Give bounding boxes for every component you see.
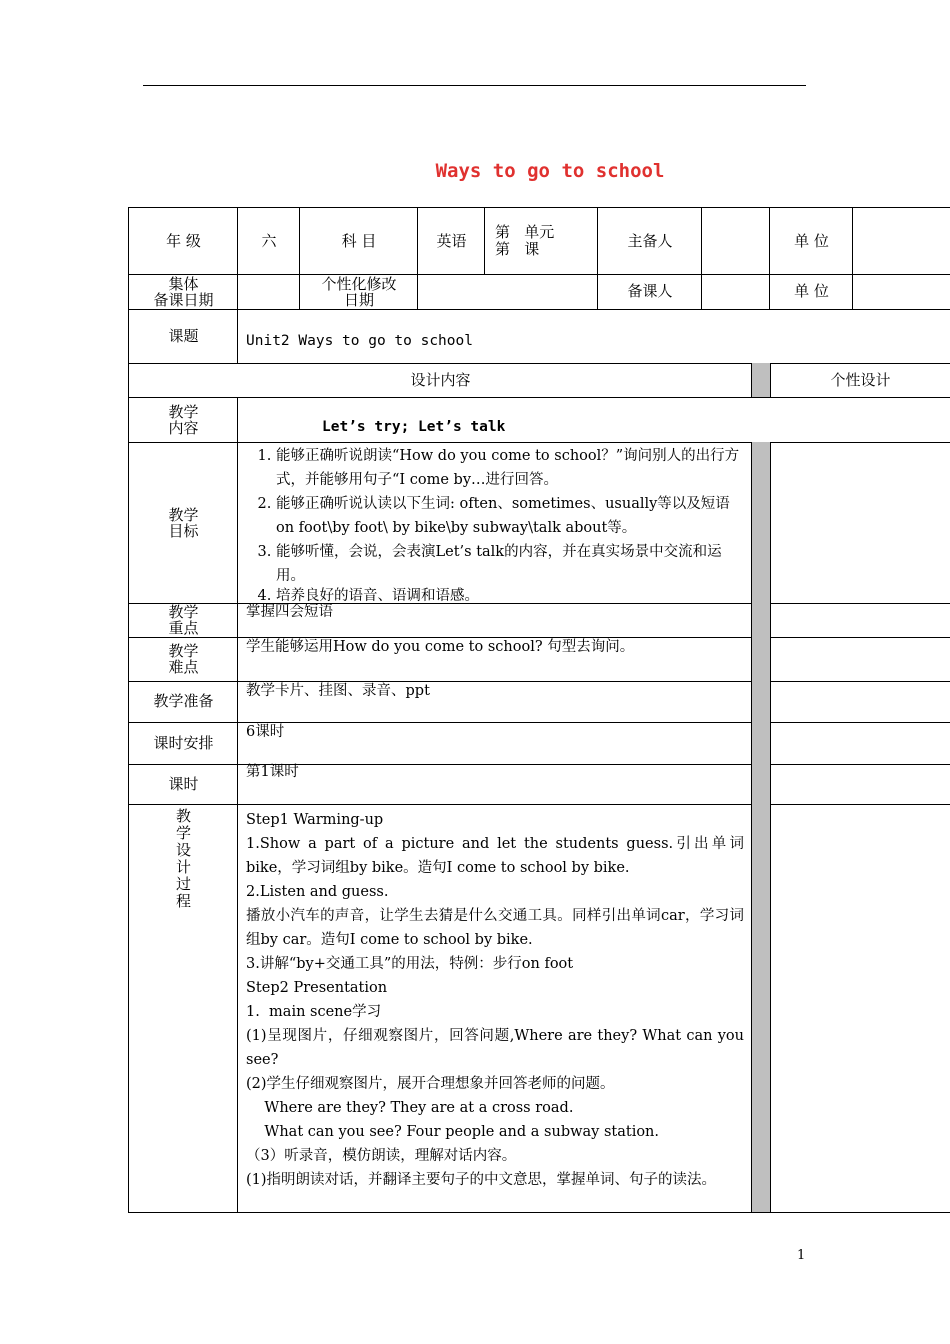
unit-value (852, 207, 950, 275)
collective-date-value (237, 274, 300, 310)
personal-design-cell (770, 637, 950, 682)
objectives-list (246, 444, 746, 604)
personal-design-cell (770, 764, 950, 805)
process-label: 教 学 设 计 过 程 (128, 804, 238, 1213)
topic-label: 课题 (128, 309, 238, 364)
schedule-value: 6课时 (237, 722, 752, 765)
grade-value: 六 (237, 207, 300, 275)
process-line: What can you see? Four people and a subway station. (246, 1124, 660, 1140)
objective-item: 1. 能够正确听说朗读“How do you come to school？”询问别人的出行方式，并能够用句子“I come by…进行回答。 (276, 444, 746, 492)
objectives-content (237, 442, 752, 604)
divider-column (751, 603, 771, 638)
document-title: Ways to go to school (435, 160, 665, 182)
process-line: (1)指明朗读对话，并翻译主要句子的中文意思，掌握单词、句子的读法。 (246, 1172, 717, 1188)
grade-label: 年 级 (128, 207, 238, 275)
divider-column (751, 804, 771, 1213)
collective-date-label: 集体 备课日期 (128, 274, 238, 310)
objective-item: 2. 能够正确听说认读以下生词: often、sometimes、usually等以及短语on foot\by foot\ by bike\by subway\talk about等。 (276, 492, 746, 540)
lesson-value: 第1课时 (237, 764, 752, 805)
unit-line: 第 单元 (495, 223, 555, 241)
page-number: 1 (797, 1248, 806, 1263)
header-rule (143, 85, 806, 86)
process-line: (1)呈现图片，仔细观察图片，回答问题,Where are they? What can you see? (246, 1028, 744, 1068)
key-points-label: 教学 重点 (128, 603, 238, 638)
design-content-label: 设计内容 (128, 363, 752, 398)
subject-value: 英语 (417, 207, 485, 275)
preparer-label: 备课人 (597, 274, 702, 310)
lesson-line: 第 课 (495, 240, 540, 258)
main-preparer-label: 主备人 (597, 207, 702, 275)
process-line: 3.讲解“by+交通工具”的用法，特例：步行on foot (246, 956, 574, 972)
personalized-date-value (417, 274, 598, 310)
process-line: 1.Show a part of a picture and let the students guess.引出单词bike，学习词组by bike。造句I come to school by bike. (246, 836, 744, 876)
personal-design-cell (770, 442, 950, 604)
process-line: Where are they? They are at a cross road. (246, 1100, 574, 1116)
personal-design-cell (770, 804, 950, 1213)
main-preparer-value (701, 207, 770, 275)
objective-item: 3. 能够听懂，会说，会表演Let’s talk的内容，并在真实场景中交流和运用。 (276, 540, 746, 588)
difficulties-label: 教学 难点 (128, 637, 238, 682)
divider-column (751, 764, 771, 805)
unit-lesson-cell (484, 207, 598, 275)
topic-value: Unit2 Ways to go to school (237, 309, 950, 364)
personal-design-cell (770, 722, 950, 765)
process-line: 播放小汽车的声音，让学生去猜是什么交通工具。同样引出单词car，学习词组by car。造句I come to school by bike. (246, 908, 744, 948)
preparer-value (701, 274, 770, 310)
unit-label-2: 单 位 (769, 274, 853, 310)
divider-column (751, 442, 771, 604)
divider-column (751, 681, 771, 723)
personal-design-label: 个性设计 (770, 363, 950, 398)
personal-design-cell (770, 681, 950, 723)
objectives-label: 教学 目标 (128, 442, 238, 604)
unit-label: 单 位 (769, 207, 853, 275)
teaching-content-label: 教学 内容 (128, 397, 238, 443)
process-line: Step2 Presentation (246, 980, 388, 996)
divider-column (751, 637, 771, 682)
schedule-label: 课时安排 (128, 722, 238, 765)
preparation-label: 教学准备 (128, 681, 238, 723)
divider-column (751, 722, 771, 765)
process-line: Step1 Warming-up (246, 812, 384, 828)
process-line: 1. main scene学习 (246, 1004, 382, 1020)
subject-label: 科 目 (299, 207, 418, 275)
lesson-label: 课时 (128, 764, 238, 805)
objective-item: 4. 培养良好的语音、语调和语感。 (276, 588, 746, 604)
divider-column (751, 363, 771, 398)
teaching-content-value: Let’s try; Let’s talk (237, 397, 950, 443)
personal-design-cell (770, 603, 950, 638)
process-line: (2)学生仔细观察图片，展开合理想象并回答老师的问题。 (246, 1076, 615, 1092)
key-points-value: 掌握四会短语 (237, 603, 752, 638)
process-line: （3）听录音，模仿朗读，理解对话内容。 (246, 1148, 517, 1164)
unit-value-2 (852, 274, 950, 310)
preparation-value: 教学卡片、挂图、录音、ppt (237, 681, 752, 723)
process-content (237, 804, 752, 1213)
difficulties-value: 学生能够运用How do you come to school? 句型去询问。 (237, 637, 752, 682)
personalized-date-label: 个性化修改 日期 (299, 274, 418, 310)
process-line: 2.Listen and guess. (246, 884, 389, 900)
